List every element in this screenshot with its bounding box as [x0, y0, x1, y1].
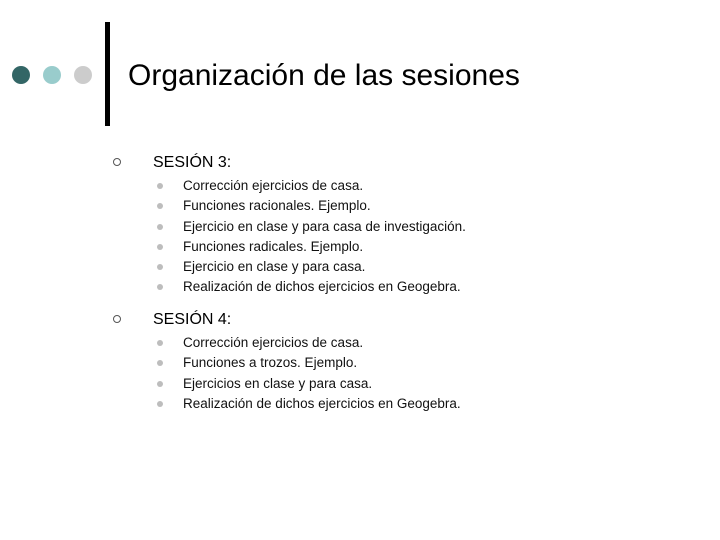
list-item — [113, 277, 713, 297]
dot-bullet-icon — [157, 360, 163, 366]
section-sesion-3 — [113, 152, 713, 298]
dot-bullet-icon — [157, 381, 163, 387]
list-item — [113, 217, 713, 237]
section-heading: SESIÓN 3: — [153, 154, 232, 171]
list-item-text: Ejercicio en clase y para casa. — [183, 259, 366, 275]
bullet-list — [113, 176, 713, 298]
list-item — [113, 394, 713, 414]
list-item — [113, 237, 713, 257]
bullet-list — [113, 333, 713, 414]
dot-bullet-icon — [157, 224, 163, 230]
list-item-text: Realización de dichos ejercicios en Geogebra. — [183, 279, 461, 295]
title-divider-bar — [105, 22, 110, 126]
list-item — [113, 196, 713, 216]
list-item-text: Corrección ejercicios de casa. — [183, 178, 364, 193]
dot-bullet-icon — [157, 340, 163, 346]
section-sesion-4 — [113, 309, 713, 414]
dot-light-teal — [43, 66, 61, 84]
dot-bullet-icon — [157, 183, 163, 189]
list-item — [113, 257, 713, 277]
list-item-text: Ejercicios en clase y para casa. — [183, 375, 373, 391]
ring-bullet-icon — [113, 158, 121, 166]
dot-bullet-icon — [157, 284, 163, 290]
dot-light-gray — [74, 66, 92, 84]
ring-bullet-icon — [113, 315, 121, 323]
list-item — [113, 374, 713, 394]
list-item — [113, 176, 713, 196]
list-item-text: Corrección ejercicios de casa. — [183, 335, 364, 350]
slide-title: Organización de las sesiones — [128, 59, 520, 92]
dot-bullet-icon — [157, 244, 163, 250]
list-item-text: Realización de dichos ejercicios en Geogebra. — [183, 395, 461, 411]
list-item-text: Ejercicio en clase y para casa de investigación. — [183, 218, 466, 234]
list-item — [113, 353, 713, 373]
dot-bullet-icon — [157, 401, 163, 407]
section-header — [113, 309, 713, 331]
section-heading: SESIÓN 4: — [153, 311, 232, 328]
dot-bullet-icon — [157, 203, 163, 209]
list-item-text: Funciones a trozos. Ejemplo. — [183, 355, 358, 371]
list-item-text: Funciones racionales. Ejemplo. — [183, 198, 371, 214]
list-item — [113, 333, 713, 353]
section-header — [113, 152, 713, 174]
dot-dark-teal — [12, 66, 30, 84]
dot-bullet-icon — [157, 264, 163, 270]
list-item-text: Funciones radicales. Ejemplo. — [183, 238, 364, 254]
